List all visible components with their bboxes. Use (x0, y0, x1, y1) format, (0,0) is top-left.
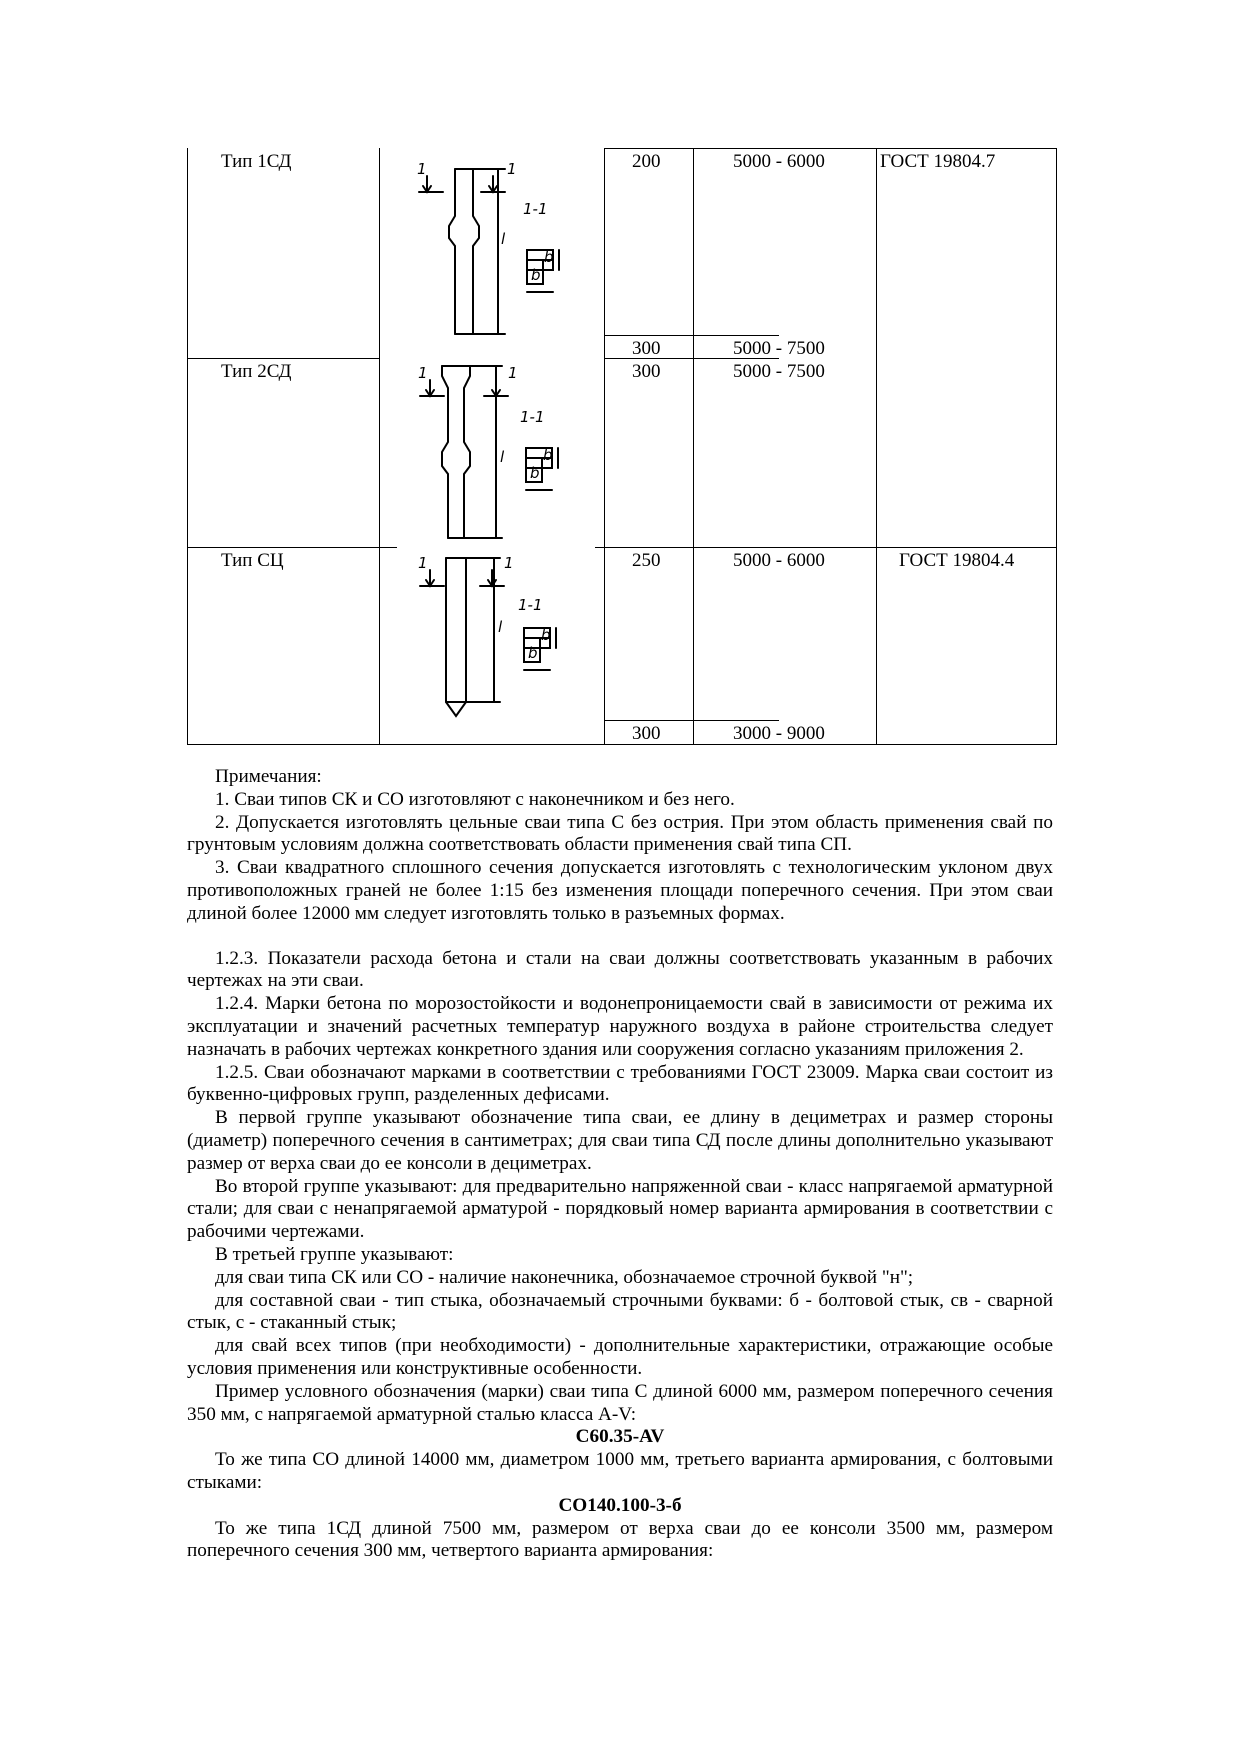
gost-sc: ГОСТ 19804.4 (899, 550, 1015, 571)
paragraph-group-3-c: для свай всех типов (при необходимости) - дополнительные характеристики, отражающие особые условия применения или конструктивные особенности. (187, 1335, 1053, 1379)
paragraph-group-3: В третьей группе указывают: (215, 1243, 454, 1265)
pile-1cd-dim-b-side: b (544, 248, 554, 266)
size-sc-a: 250 (632, 550, 661, 571)
paragraph-1-2-4: 1.2.4. Марки бетона по морозостойкости и водонепроницаемости свай в зависимости от режима их эксплуатации и значений расчетных температур наружного воздуха в районе строительства следует назначать в рабочих чертежах конкретного здания или сооружения согласно указаниям приложения 2. (187, 993, 1053, 1060)
paragraph-example-3: То же типа 1СД длиной 7500 мм, размером от верха сваи до ее консоли 3500 мм, размером поперечного сечения 300 мм, четвертого варианта армирования: (187, 1517, 1053, 1562)
table-row-line-2cd-sc-right (595, 547, 1057, 548)
pile-1cd-mark-right: 1 (507, 160, 517, 178)
pile-2cd-dim-b-side: b (543, 446, 553, 464)
pile-sc-mark-left: 1 (418, 554, 428, 572)
pile-type-sc: Тип СЦ (221, 550, 284, 571)
length-1cd-a: 5000 - 6000 (733, 151, 825, 172)
table-row-line-2cd-sc-left (187, 547, 397, 548)
pile-sc-mark-right: 1 (504, 554, 514, 572)
pile-2cd-dim-b-bottom: b (530, 464, 540, 482)
pile-1cd-mark-left: 1 (417, 160, 427, 178)
table-border-bottom (187, 744, 1057, 745)
table-col-line-1 (379, 148, 380, 745)
paragraph-example-2: То же типа СО длиной 14000 мм, диаметром 1000 мм, третьего варианта армирования, с болтовыми стыками: (187, 1449, 1053, 1493)
pile-type-1cd: Тип 1СД (221, 151, 292, 172)
table-border-top-right (604, 148, 1057, 149)
paragraph-1-2-3: 1.2.3. Показатели расхода бетона и стали на сваи должны соответствовать указанным в рабочих чертежах на эти сваи. (187, 947, 1053, 992)
table-col-line-2 (604, 148, 605, 745)
note-1: 1. Сваи типов СК и СО изготовляют с наконечником и без него. (215, 788, 735, 810)
pile-sc-drawing (392, 552, 597, 722)
length-1cd-b: 5000 - 7500 (733, 338, 825, 359)
paragraph-example-1: Пример условного обозначения (марки) сваи типа С длиной 6000 мм, размером поперечного сечения 350 мм, с напрягаемой арматурной сталью класса A-V: (187, 1380, 1053, 1425)
pile-type-2cd: Тип 2СД (221, 361, 292, 382)
pile-1cd-section-label: 1-1 (523, 200, 548, 218)
pile-1cd-dim-l: l (501, 230, 506, 248)
table-col-line-4 (876, 148, 877, 745)
pile-sc-dim-l: l (498, 618, 503, 636)
table-row-line-sc-sub (604, 720, 779, 721)
pile-sc-dim-b-bottom: b (528, 644, 538, 662)
size-1cd-a: 200 (632, 151, 661, 172)
table-col-line-right (1056, 148, 1057, 745)
pile-types-table (187, 148, 1057, 745)
pile-2cd-drawing (392, 362, 597, 542)
table-row-line-1cd-2cd-left (187, 358, 379, 359)
notes-title: Примечания: (215, 766, 322, 787)
paragraph-group-3-b: для составной сваи - тип стыка, обозначаемый строчными буквами: б - болтовой стык, св - сварной стык, с - стаканный стык; (187, 1289, 1053, 1334)
pile-2cd-dim-l: l (500, 448, 505, 466)
size-1cd-b: 300 (632, 338, 661, 359)
length-2cd-a: 5000 - 7500 (733, 361, 825, 382)
note-2: 2. Допускается изготовлять цельные сваи типа С без острия. При этом область применения свай по грунтовым условиям должна соответствовать области применения свай типа СП. (187, 811, 1053, 856)
pile-2cd-section-label: 1-1 (520, 408, 545, 426)
pile-1cd-dim-b-bottom: b (531, 266, 541, 284)
pile-sc-dim-b-side: b (541, 626, 551, 644)
pile-2cd-mark-left: 1 (418, 364, 428, 382)
length-sc-a: 5000 - 6000 (733, 550, 825, 571)
paragraph-1-2-5: 1.2.5. Сваи обозначают марками в соответствии с требованиями ГОСТ 23009. Марка сваи состоит из буквенно-цифровых групп, разделенных дефисами. (187, 1061, 1053, 1106)
paragraph-group-2: Во второй группе указывают: для предварительно напряженной сваи - класс напрягаемой арматурной стали; для сваи с ненапрягаемой арматурой - порядковый номер варианта армирования в соответствии с рабочими чертежами. (187, 1175, 1053, 1243)
size-sc-b: 300 (632, 723, 661, 744)
paragraph-group-3-a: для сваи типа СК или СО - наличие наконечника, обозначаемое строчной буквой "н"; (215, 1266, 914, 1288)
length-sc-b: 3000 - 9000 (733, 723, 825, 744)
table-col-line-3 (693, 148, 694, 745)
mark-example-1: С60.35-AV (575, 1426, 665, 1448)
gost-1cd: ГОСТ 19804.7 (880, 151, 996, 172)
note-3: 3. Сваи квадратного сплошного сечения допускается изготовлять с технологическим уклоном двух противоположных граней не более 1:15 без изменения площади поперечного сечения. При этом сваи длиной более 12000 мм следует изготовлять только в разъемных формах. (187, 857, 1053, 924)
paragraph-group-1: В первой группе указывают обозначение типа сваи, ее длину в дециметрах и размер стороны (диаметр) поперечного сечения в сантиметрах; для сваи типа СД после длины дополнительно указывают размер от верха сваи до ее консоли в дециметрах. (187, 1107, 1053, 1174)
table-col-line-left (187, 148, 188, 745)
mark-example-2: СО140.100-3-б (558, 1494, 682, 1516)
pile-2cd-mark-right: 1 (508, 364, 518, 382)
document-text (187, 766, 1053, 1563)
table-row-line-1cd-sub (604, 335, 779, 336)
pile-sc-section-label: 1-1 (518, 596, 543, 614)
size-2cd-a: 300 (632, 361, 661, 382)
pile-1cd-drawing (397, 154, 597, 344)
